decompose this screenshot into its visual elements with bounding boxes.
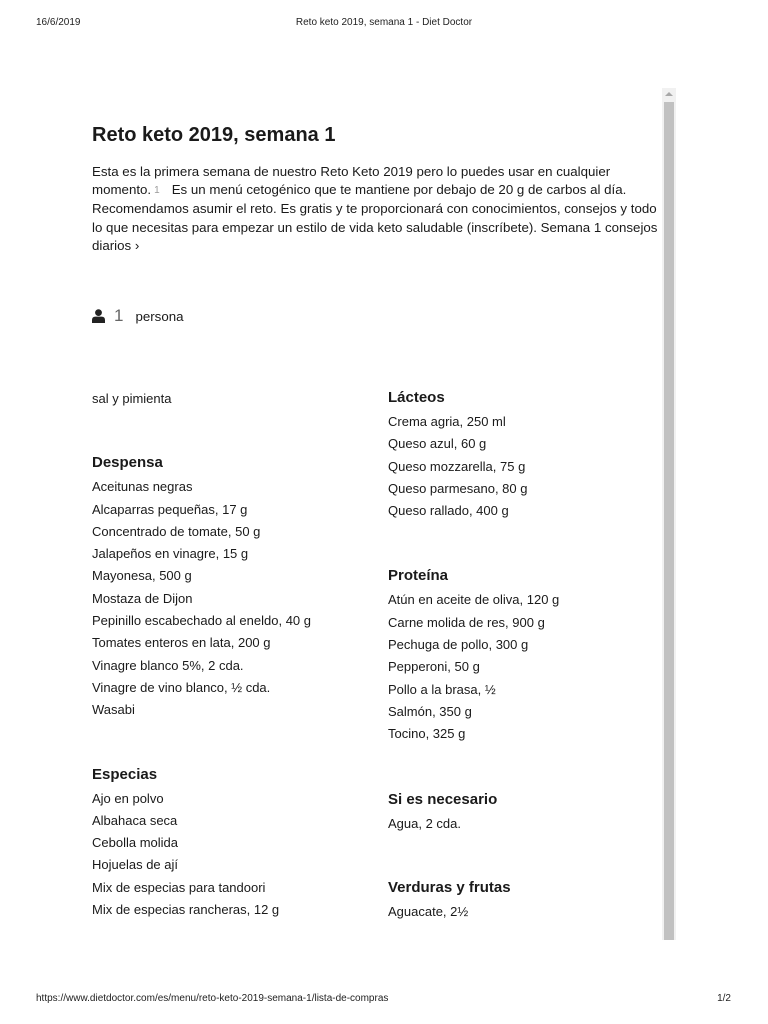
list-item: Queso azul, 60 g [388, 436, 487, 452]
list-item: Mayonesa, 500 g [92, 568, 192, 584]
section-title: Despensa [92, 454, 163, 472]
page-title: Reto keto 2019, semana 1 [92, 124, 336, 146]
list-item: Albahaca seca [92, 812, 178, 828]
list-item: Mix de especias rancheras, 12 g [92, 902, 280, 918]
servings-count: 1 [114, 306, 124, 325]
shopping-list-left-column [92, 390, 352, 923]
list-item: Tocino, 325 g [388, 726, 466, 742]
list-item: Cebolla molida [92, 835, 178, 851]
daily-tips-link-arrow[interactable]: › [134, 237, 140, 253]
list-item: Pepperoni, 50 g [388, 659, 480, 675]
list-item: Crema agria, 250 ml [388, 414, 506, 429]
list-item: Mix de especias para tandoori [92, 879, 266, 895]
list-item: Wasabi [92, 702, 135, 718]
list-item: Pechuga de pollo, 300 g [388, 637, 529, 653]
section-especias [92, 765, 352, 924]
list-item: Pepinillo escabechado al eneldo, 40 g [92, 613, 312, 629]
list-item: Vinagre de vino blanco, ½ cda. [92, 679, 271, 695]
list-item: Queso parmesano, 80 g [388, 480, 528, 496]
list-item: Tomates enteros en lata, 200 g [92, 635, 271, 651]
section-si-es-necesario [388, 790, 648, 837]
section-title: Especias [92, 765, 158, 783]
list-item: Agua, 2 cda. [388, 815, 461, 831]
section-title: Si es necesario [388, 790, 498, 808]
list-item: Atún en aceite de oliva, 120 g [388, 592, 560, 608]
loose-items [92, 390, 352, 412]
list-item: Salmón, 350 g [388, 703, 472, 719]
section-verduras-y-frutas [388, 878, 648, 925]
intro-text-part2: Es un menú cetogénico que te mantiene por debajo de 20 g de carbos al día. Recomendamos asumir el reto. Es gratis y te proporcionará con conocimientos, consejos y todo lo que necesitas para empezar un estilo de vida keto saludable (inscríbete). Semana 1 consejos diarios [92, 182, 658, 253]
section-title: Verduras y frutas [388, 878, 511, 896]
intro-paragraph [92, 163, 662, 255]
section-proteina [388, 566, 648, 747]
servings-selector[interactable] [92, 306, 184, 326]
page-number: 1/2 [717, 993, 731, 1004]
list-item: sal y pimienta [92, 391, 172, 406]
list-item: Pollo a la brasa, ½ [388, 681, 496, 697]
intro-text-part1: Esta es la primera semana de nuestro Reto Keto 2019 pero lo puedes usar en cualquier momento. [92, 164, 611, 198]
list-item: Concentrado de tomate, 50 g [92, 523, 261, 539]
section-title: Lácteos [388, 389, 445, 406]
section-despensa [92, 453, 352, 723]
list-item: Aguacate, 2½ [388, 903, 469, 919]
print-date: 16/6/2019 [36, 17, 81, 28]
section-lacteos [388, 388, 648, 524]
scrollbar[interactable] [662, 88, 676, 940]
list-item: Aceitunas negras [92, 479, 193, 495]
servings-label: persona [135, 308, 184, 324]
list-item: Alcaparras pequeñas, 17 g [92, 501, 248, 517]
section-title: Proteína [388, 567, 449, 585]
list-item: Ajo en polvo [92, 790, 164, 806]
scrollbar-thumb[interactable] [664, 102, 674, 940]
list-item: Queso mozzarella, 75 g [388, 458, 526, 474]
footnote-reference[interactable]: 1 [154, 185, 160, 197]
list-item: Vinagre blanco 5%, 2 cda. [92, 657, 244, 673]
shopping-list-right-column [388, 388, 648, 925]
list-item: Mostaza de Dijon [92, 590, 193, 606]
print-document-title: Reto keto 2019, semana 1 - Diet Doctor [295, 17, 473, 28]
print-header [36, 17, 732, 31]
list-item: Jalapeños en vinagre, 15 g [92, 546, 249, 562]
list-item: Queso rallado, 400 g [388, 503, 509, 519]
print-footer [36, 993, 732, 1007]
scroll-up-arrow-icon[interactable] [665, 92, 673, 96]
list-item: Carne molida de res, 900 g [388, 614, 545, 630]
print-url: https://www.dietdoctor.com/es/menu/reto-keto-2019-semana-1/lista-de-compras [36, 993, 389, 1004]
list-item: Hojuelas de ají [92, 857, 178, 873]
user-icon [92, 309, 105, 323]
